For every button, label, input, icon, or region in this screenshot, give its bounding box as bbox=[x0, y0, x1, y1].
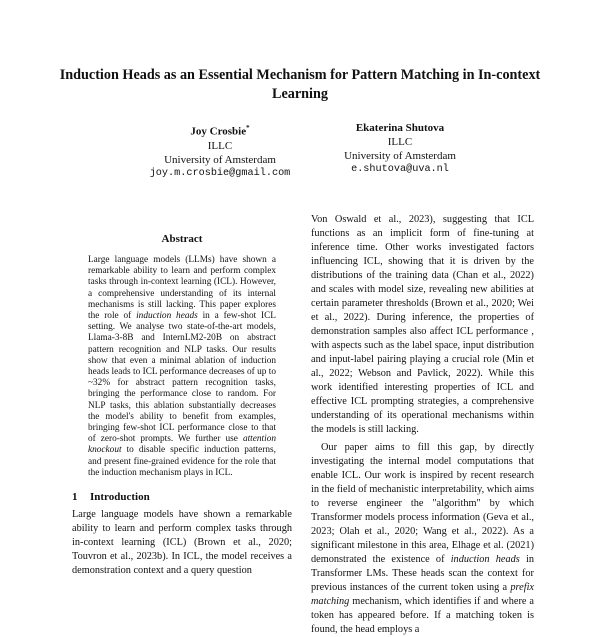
right-paragraph-1: Von Oswald et al., 2023), suggesting that ICL functions as an implicit form of fine-tuning at inference time. Other works investigated factors influencing ICL, showing that it is driven by the distributions of the training data (Chan et al., 2022) and scales with model size, revealing new abilities at certain parameter thresholds (Brown et al., 2020; Wei et al., 2022). During inference, the properties of demonstration samples also affect ICL performance , with aspects such as the label space, input distribution and input-label pairing playing a crucial role (Min et al., 2022; Webson and Pavlick, 2022). While this work identified interesting properties of ICL and effective ICL prompting strategies, a comprehensive understanding of its operational mechanisms within the models is still lacking. bbox=[311, 214, 534, 435]
author-block-2 bbox=[300, 121, 500, 177]
author-institution: University of Amsterdam bbox=[164, 153, 276, 166]
abstract-body: Large language models (LLMs) have shown a remarkable ability to learn and perform complex tasks through in-context learning (ICL). However, a comprehensive understanding of its internal mechanisms is still lacking. This paper explores the role of induction heads in a few-shot ICL setting. We analyse two state-of-the-art models, Llama-3-8B and InternLM2-20B on abstract pattern recognition and NLP tasks. Our results show that even a minimal ablation of induction heads leads to ICL performance decreases of up to ~32% for abstract pattern recognition tasks, bringing the performance close to random. For NLP tasks, this ablation substantially decreases the model's ability to benefit from examples, bringing few-shot ICL performance close to that of zero-shot prompts. We further use attention knockout to disable specific induction patterns, and present fine-grained evidence for the role that the induction mechanism plays in ICL. bbox=[88, 255, 276, 478]
author-block-1 bbox=[120, 121, 320, 181]
left-column bbox=[72, 233, 292, 578]
author-org: ILLC bbox=[387, 136, 413, 148]
author-org: ILLC bbox=[207, 139, 233, 152]
author-institution: University of Amsterdam bbox=[344, 150, 456, 162]
intro-paragraph: Large language models have shown a remarkable ability to learn and perform complex tasks through in-context learning (ICL) (Brown et al., 2020; Touvron et al., 2023b). In ICL, the model receives a demonstration context and a query question bbox=[72, 509, 292, 577]
author-email: joy.m.crosbie@gmail.com bbox=[149, 167, 291, 179]
author-name: Ekaterina Shutova bbox=[355, 122, 445, 134]
author-name: Joy Crosbie* bbox=[190, 124, 250, 138]
author-footnote-mark: * bbox=[246, 124, 250, 132]
section-heading-introduction: 1 Introduction bbox=[72, 491, 150, 504]
author-email: e.shutova@uva.nl bbox=[351, 164, 449, 175]
paper-title: Induction Heads as an Essential Mechanism for Pattern Matching in In-context Learning bbox=[59, 67, 541, 102]
abstract-heading: Abstract bbox=[161, 233, 203, 245]
right-paragraph-2: Our paper aims to fill this gap, by directly investigating the internal model computations that enable ICL. Our work is inspired by recent research in the field of mechanistic interpretability, which aims to reverse engineer the "algorithm" by which Transformer models process information (Geva et al., 2023; Olah et al., 2020; Wang et al., 2022). As a significant milestone in this area, Elhage et al. (2021) demonstrated the existence of induction heads in Transformer LMs. These heads scan the context for previous instances of the current token using a prefix matching mechanism, which identifies if and where a token has appeared before. If a matching token is found, the head employs a bbox=[311, 442, 534, 635]
right-column bbox=[311, 213, 534, 637]
